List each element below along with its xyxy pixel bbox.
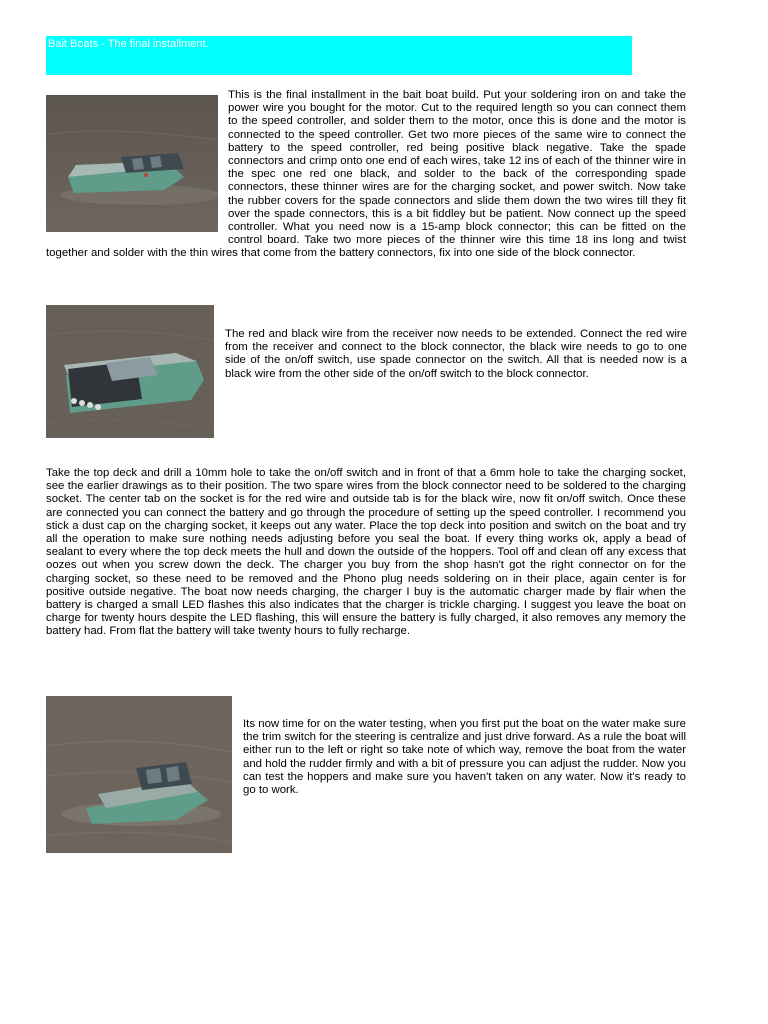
title-banner [46, 36, 632, 75]
page-title: Bait Boats - The final installment. [48, 38, 209, 50]
paragraph-1: This is the final installment in the bait boat build. Put your soldering iron on and take the power wire you bought for the motor. Cut to the required length so you can connect them to the speed controller, and solder them to the motor, once this is done and the motor is connected to the speed controller. Get two more pieces of the same wire to connect the battery to the speed controller, red being positive black negative. Take the spade connectors and crimp onto one end of each wires, take 12 ins of each of the thinner wire in the spec one red one black, and solder to the back of the corresponding spade connectors, these thinner wires are for the charging socket, and power switch. Now take the rubber covers for the spade connectors and slide them down the two wires till they fit over the spade connectors, this is a bit fiddley but be patient. Now connect up the speed controller. What you need now is a 15-amp block connector; this can be fitted on the control board. Take two more pieces of the thinner wire this time 18 ins long and twist together and solder with the thin wires that come from the battery connectors, fix into one side of the block connector. [46, 89, 686, 260]
paragraph-2: The red and black wire from the receiver now needs to be extended. Connect the red wire from the receiver and connect to the block connector, the black wire needs to go to one side of the on/off switch, use spade connector on the switch. All that is needed now is a black wire from the other side of the on/off switch to the block connector. [225, 328, 687, 380]
boat-photo-2 [46, 305, 214, 438]
boat-photo-3 [46, 696, 232, 853]
paragraph-3: Take the top deck and drill a 10mm hole to take the on/off switch and in front of that a 6mm hole to take the charging socket, see the earlier drawings as to their position. The two spare wires from the block connector need to be soldered to the charging socket. The center tab on the socket is for the red wire and outside tab is for the black wire, now fit on/off switch. Once these are connected you can connect the battery and go through the procedure of setting up the speed controller. I recommend you stick a dust cap on the charging socket, it keeps out any water. Place the top deck into position and switch on the boat and try all the operation to make sure nothing needs adjusting before you seal the boat. If every thing works ok, apply a bead of sealant to every where the top deck meets the hull and down the outside of the hoppers. Tool off and clean off any excess that oozes out when you screw down the deck. The charger you buy from the shop hasn't got the right connector on for the charging socket, so these need to be removed and the Phono plug needs soldering on in their place, again center is for positive outside negative. The boat now needs charging, the charger I buy is the automatic charger made by flair when the battery is charged a small LED flashes this also indicates that the charger is trickle charging. I suggest you leave the boat on charge for twenty hours despite the LED flashing, this will ensure the battery is fully charged, it also removes any memory the battery had. From flat the battery will take twenty hours to fully recharge. [46, 467, 686, 638]
paragraph-4: Its now time for on the water testing, when you first put the boat on the water make sure the trim switch for the steering is centralize and just drive forward. As a rule the boat will either run to the left or right so take note of which way, remove the boat from the water and hold the rudder firmly and with a bit of pressure you can adjust the rudder. Now you can test the hoppers and make sure you haven't taken on any water. Now it's ready to go to work. [243, 718, 686, 797]
